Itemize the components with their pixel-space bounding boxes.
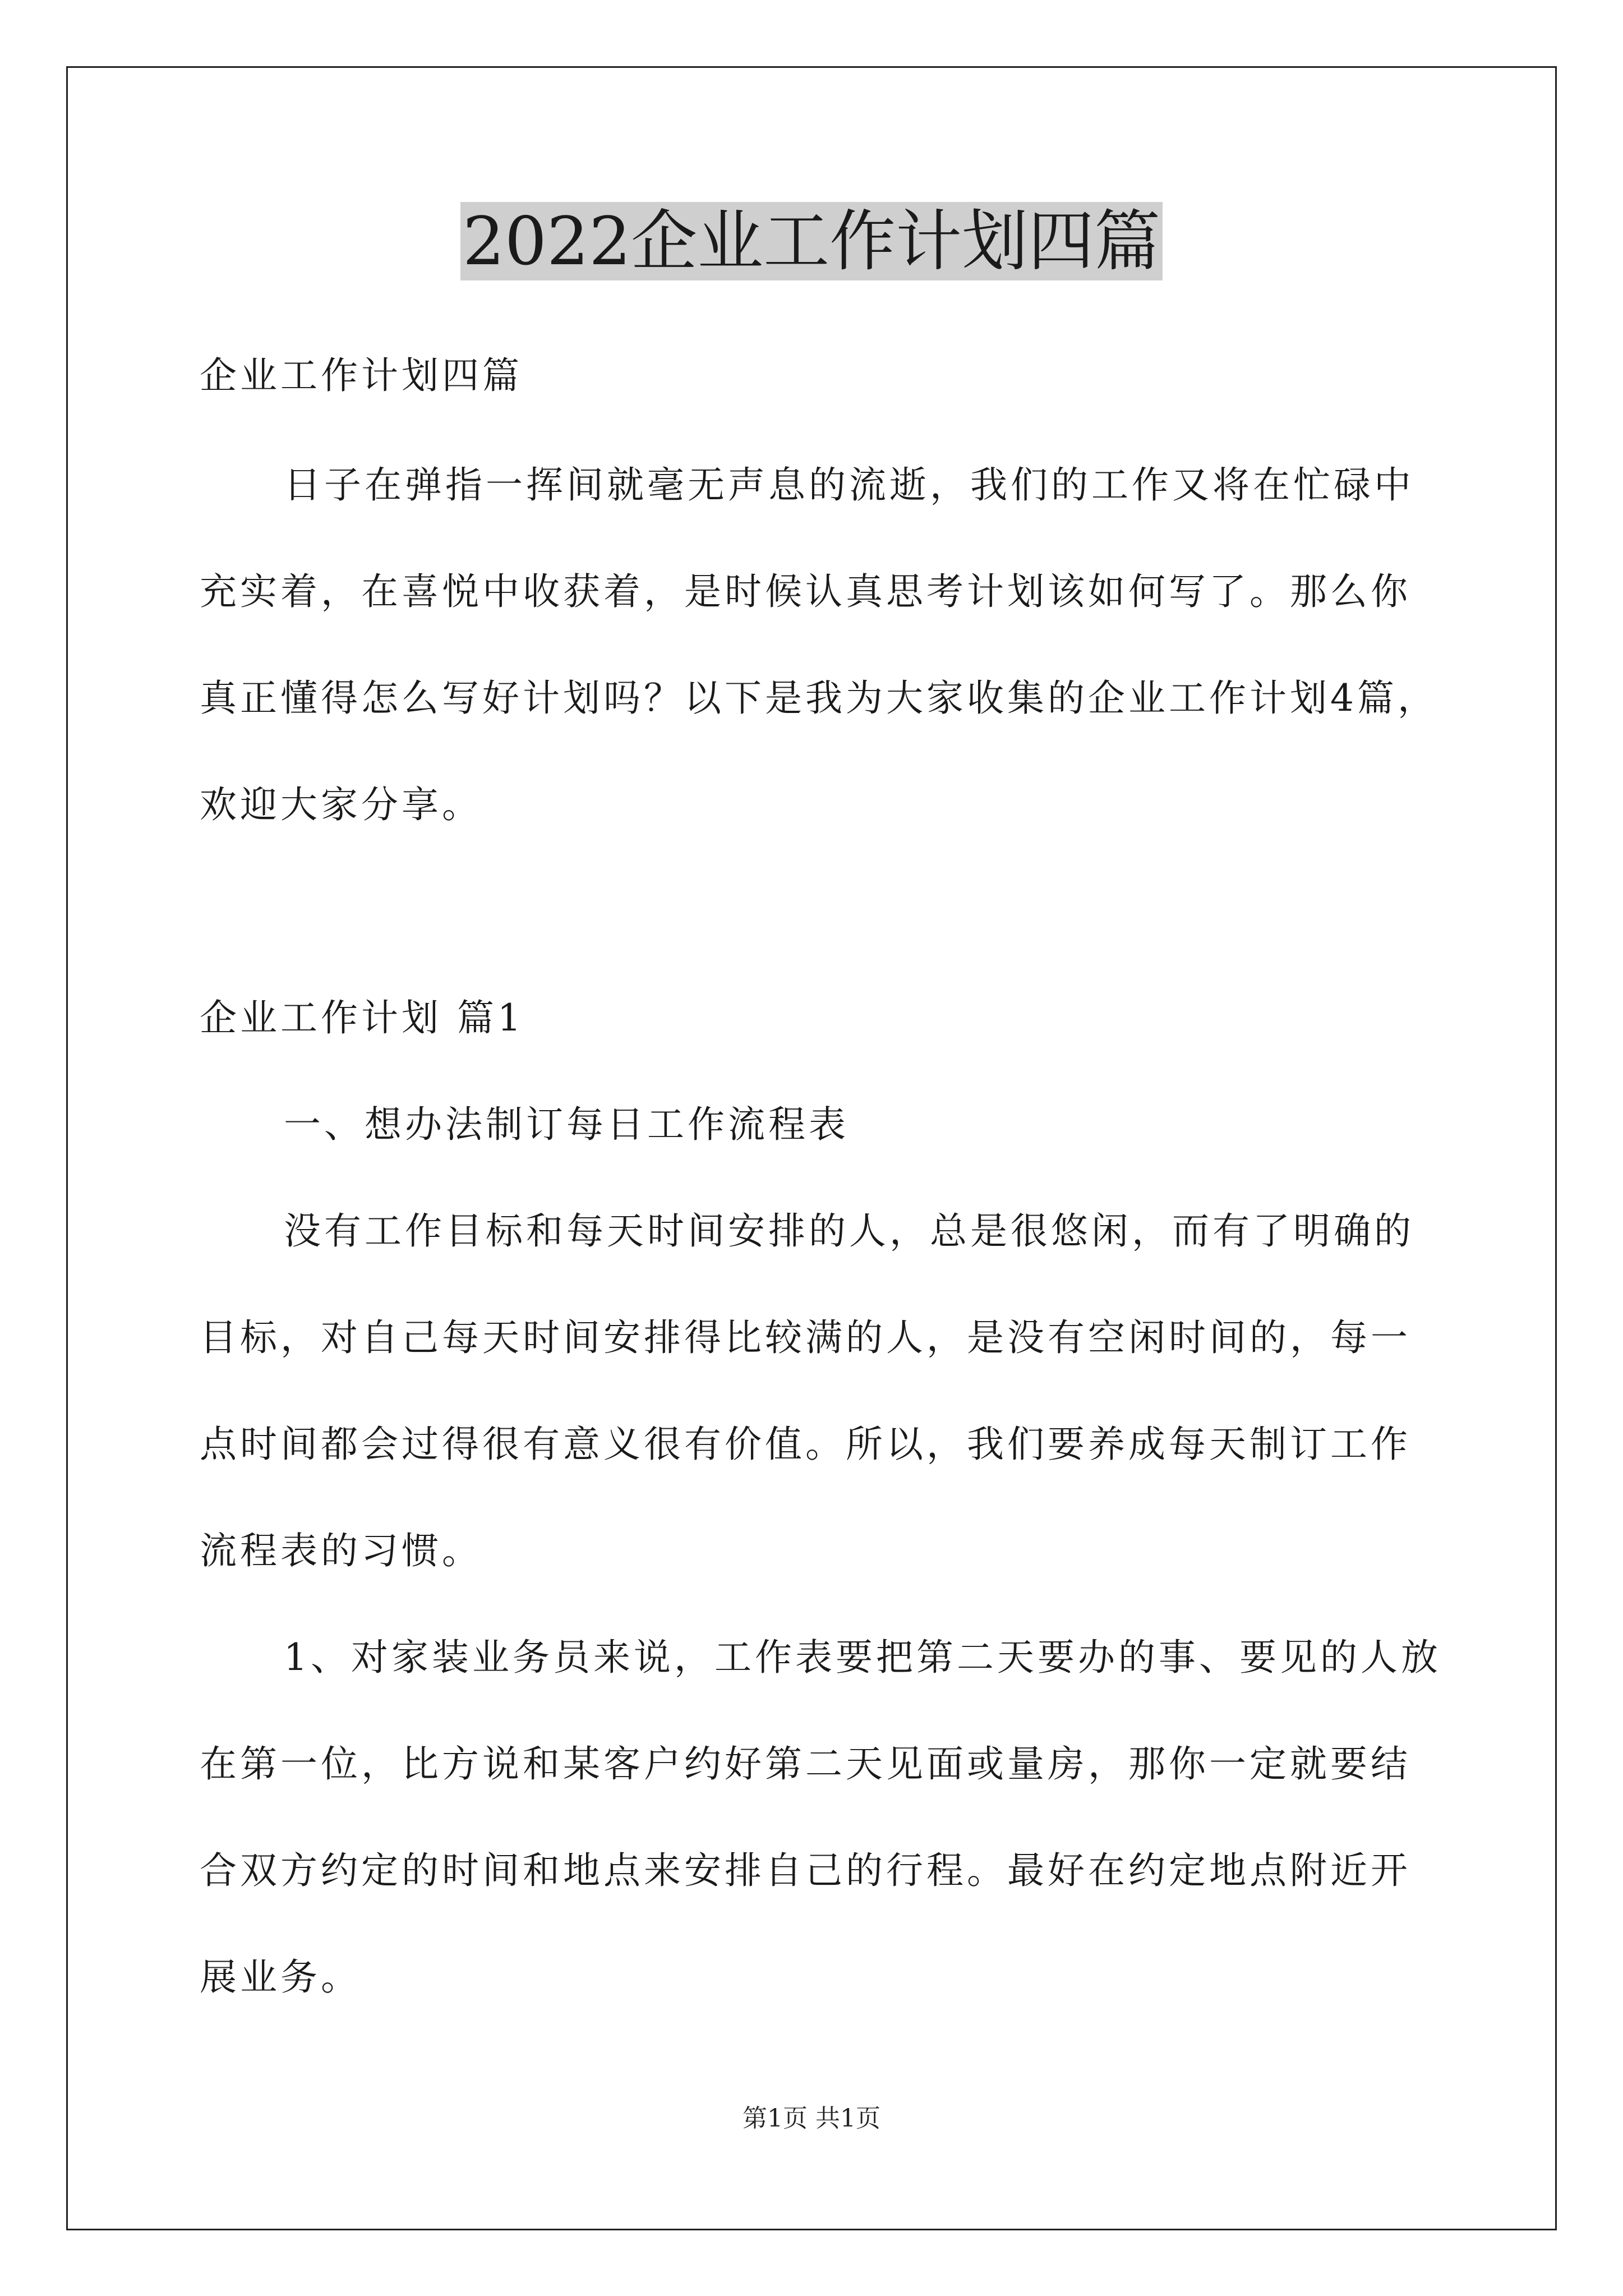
paragraph-line: 1、对家装业务员来说，工作表要把第二天要办的事、要见的人放 bbox=[284, 1636, 1441, 1679]
document-title: 2022企业工作计划四篇 bbox=[460, 202, 1163, 280]
intro-line: 真正懂得怎么写好计划吗？以下是我为大家收集的企业工作计划4篇， bbox=[200, 677, 1438, 720]
intro-line: 日子在弹指一挥间就毫无声息的流逝，我们的工作又将在忙碌中 bbox=[284, 463, 1414, 507]
paragraph-line: 没有工作目标和每天时间安排的人，总是很悠闲，而有了明确的 bbox=[284, 1209, 1414, 1253]
subtitle: 企业工作计划四篇 bbox=[200, 354, 523, 397]
paragraph-line: 点时间都会过得很有意义很有价值。所以，我们要养成每天制订工作 bbox=[200, 1423, 1411, 1466]
paragraph-line: 在第一位，比方说和某客户约好第二天见面或量房，那你一定就要结 bbox=[200, 1742, 1411, 1786]
intro-line: 充实着，在喜悦中收获着，是时候认真思考计划该如何写了。那么你 bbox=[200, 570, 1411, 613]
title-block bbox=[0, 202, 1623, 280]
page-footer: 第1页 共1页 bbox=[743, 2104, 880, 2133]
section-heading: 企业工作计划 篇1 bbox=[200, 996, 524, 1039]
paragraph-line: 合双方约定的时间和地点来安排自己的行程。最好在约定地点附近开 bbox=[200, 1849, 1411, 1892]
intro-line: 欢迎大家分享。 bbox=[200, 783, 482, 826]
paragraph-line: 展业务。 bbox=[200, 1955, 361, 1999]
paragraph-line: 流程表的习惯。 bbox=[200, 1529, 482, 1572]
paragraph-line: 目标，对自己每天时间安排得比较满的人，是没有空闲时间的，每一 bbox=[200, 1316, 1411, 1359]
point-heading: 一、想办法制订每日工作流程表 bbox=[284, 1103, 849, 1146]
